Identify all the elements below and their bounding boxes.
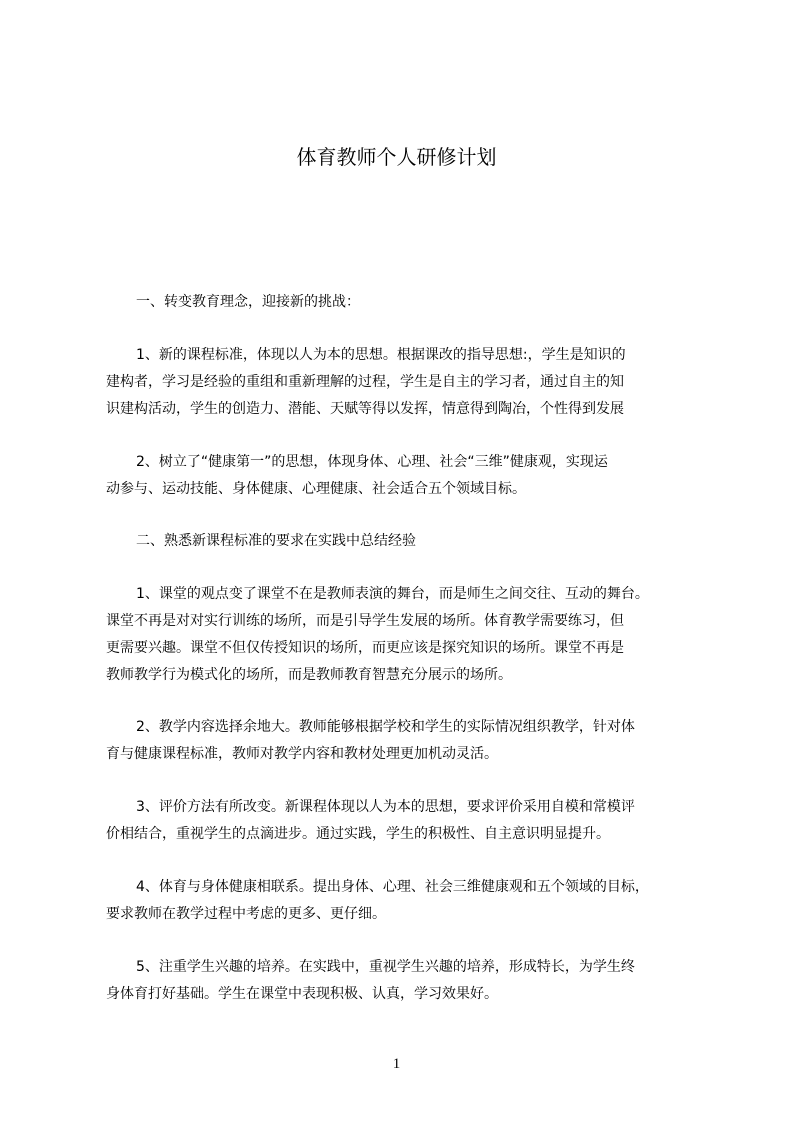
paragraph-line: 3、评价方法有所改变。新课程体现以人为本的思想，要求评价采用自模和常模评 — [136, 799, 635, 815]
section-heading-1: 一、转变教育理念，迎接新的挑战： — [136, 294, 360, 310]
page-title: 体育教师个人研修计划 — [296, 145, 497, 169]
paragraph-line: 2、树立了“健康第一”的思想，体现身体、心理、社会“三维”健康观，实现运 — [136, 454, 608, 470]
section-heading-2: 二、熟悉新课程标准的要求在实践中总结经验 — [136, 533, 416, 549]
paragraph-line: 1、课堂的观点变了课堂不在是教师表演的舞台，而是师生之间交往、互动的舞台。 — [136, 586, 649, 602]
paragraph-line: 要求教师在教学过程中考虑的更多、更仔细。 — [106, 906, 386, 922]
paragraph-line: 动参与、运动技能、身体健康、心理健康、社会适合五个领域目标。 — [106, 481, 526, 497]
paragraph-line: 育与健康课程标准，教师对教学内容和教材处理更加机动灵活。 — [106, 746, 498, 762]
paragraph-line: 身体育打好基础。学生在课堂中表现积极、认真，学习效果好。 — [106, 986, 498, 1002]
paragraph-line: 识建构活动，学生的创造力、潜能、天赋等得以发挥，情意得到陶冶，个性得到发展 — [106, 401, 624, 417]
paragraph-line: 建构者，学习是经验的重组和重新理解的过程，学生是自主的学习者，通过自主的知 — [106, 374, 624, 390]
paragraph-line: 课堂不再是对对实行训练的场所，而是引导学生发展的场所。体育教学需要练习，但 — [106, 613, 624, 629]
paragraph-line: 4、体育与身体健康相联系。提出身体、心理、社会三维健康观和五个领域的目标， — [136, 879, 649, 895]
paragraph-line: 2、教学内容选择余地大。教师能够根据学校和学生的实际情况组织教学，针对体 — [136, 719, 635, 735]
paragraph-line: 价相结合，重视学生的点滴进步。通过实践，学生的积极性、自主意识明显提升。 — [106, 826, 610, 842]
paragraph-line: 1、新的课程标准，体现以人为本的思想。根据课改的指导思想:，学生是知识的 — [136, 347, 626, 363]
paragraph-line: 5、注重学生兴趣的培养。在实践中，重视学生兴趣的培养，形成特长，为学生终 — [136, 959, 635, 975]
page-number: 1 — [392, 1056, 401, 1072]
paragraph-line: 教师教学行为模式化的场所，而是教师教育智慧充分展示的场所。 — [106, 667, 512, 683]
paragraph-line: 更需要兴趣。课堂不但仅传授知识的场所，而更应该是探究知识的场所。课堂不再是 — [106, 640, 624, 656]
